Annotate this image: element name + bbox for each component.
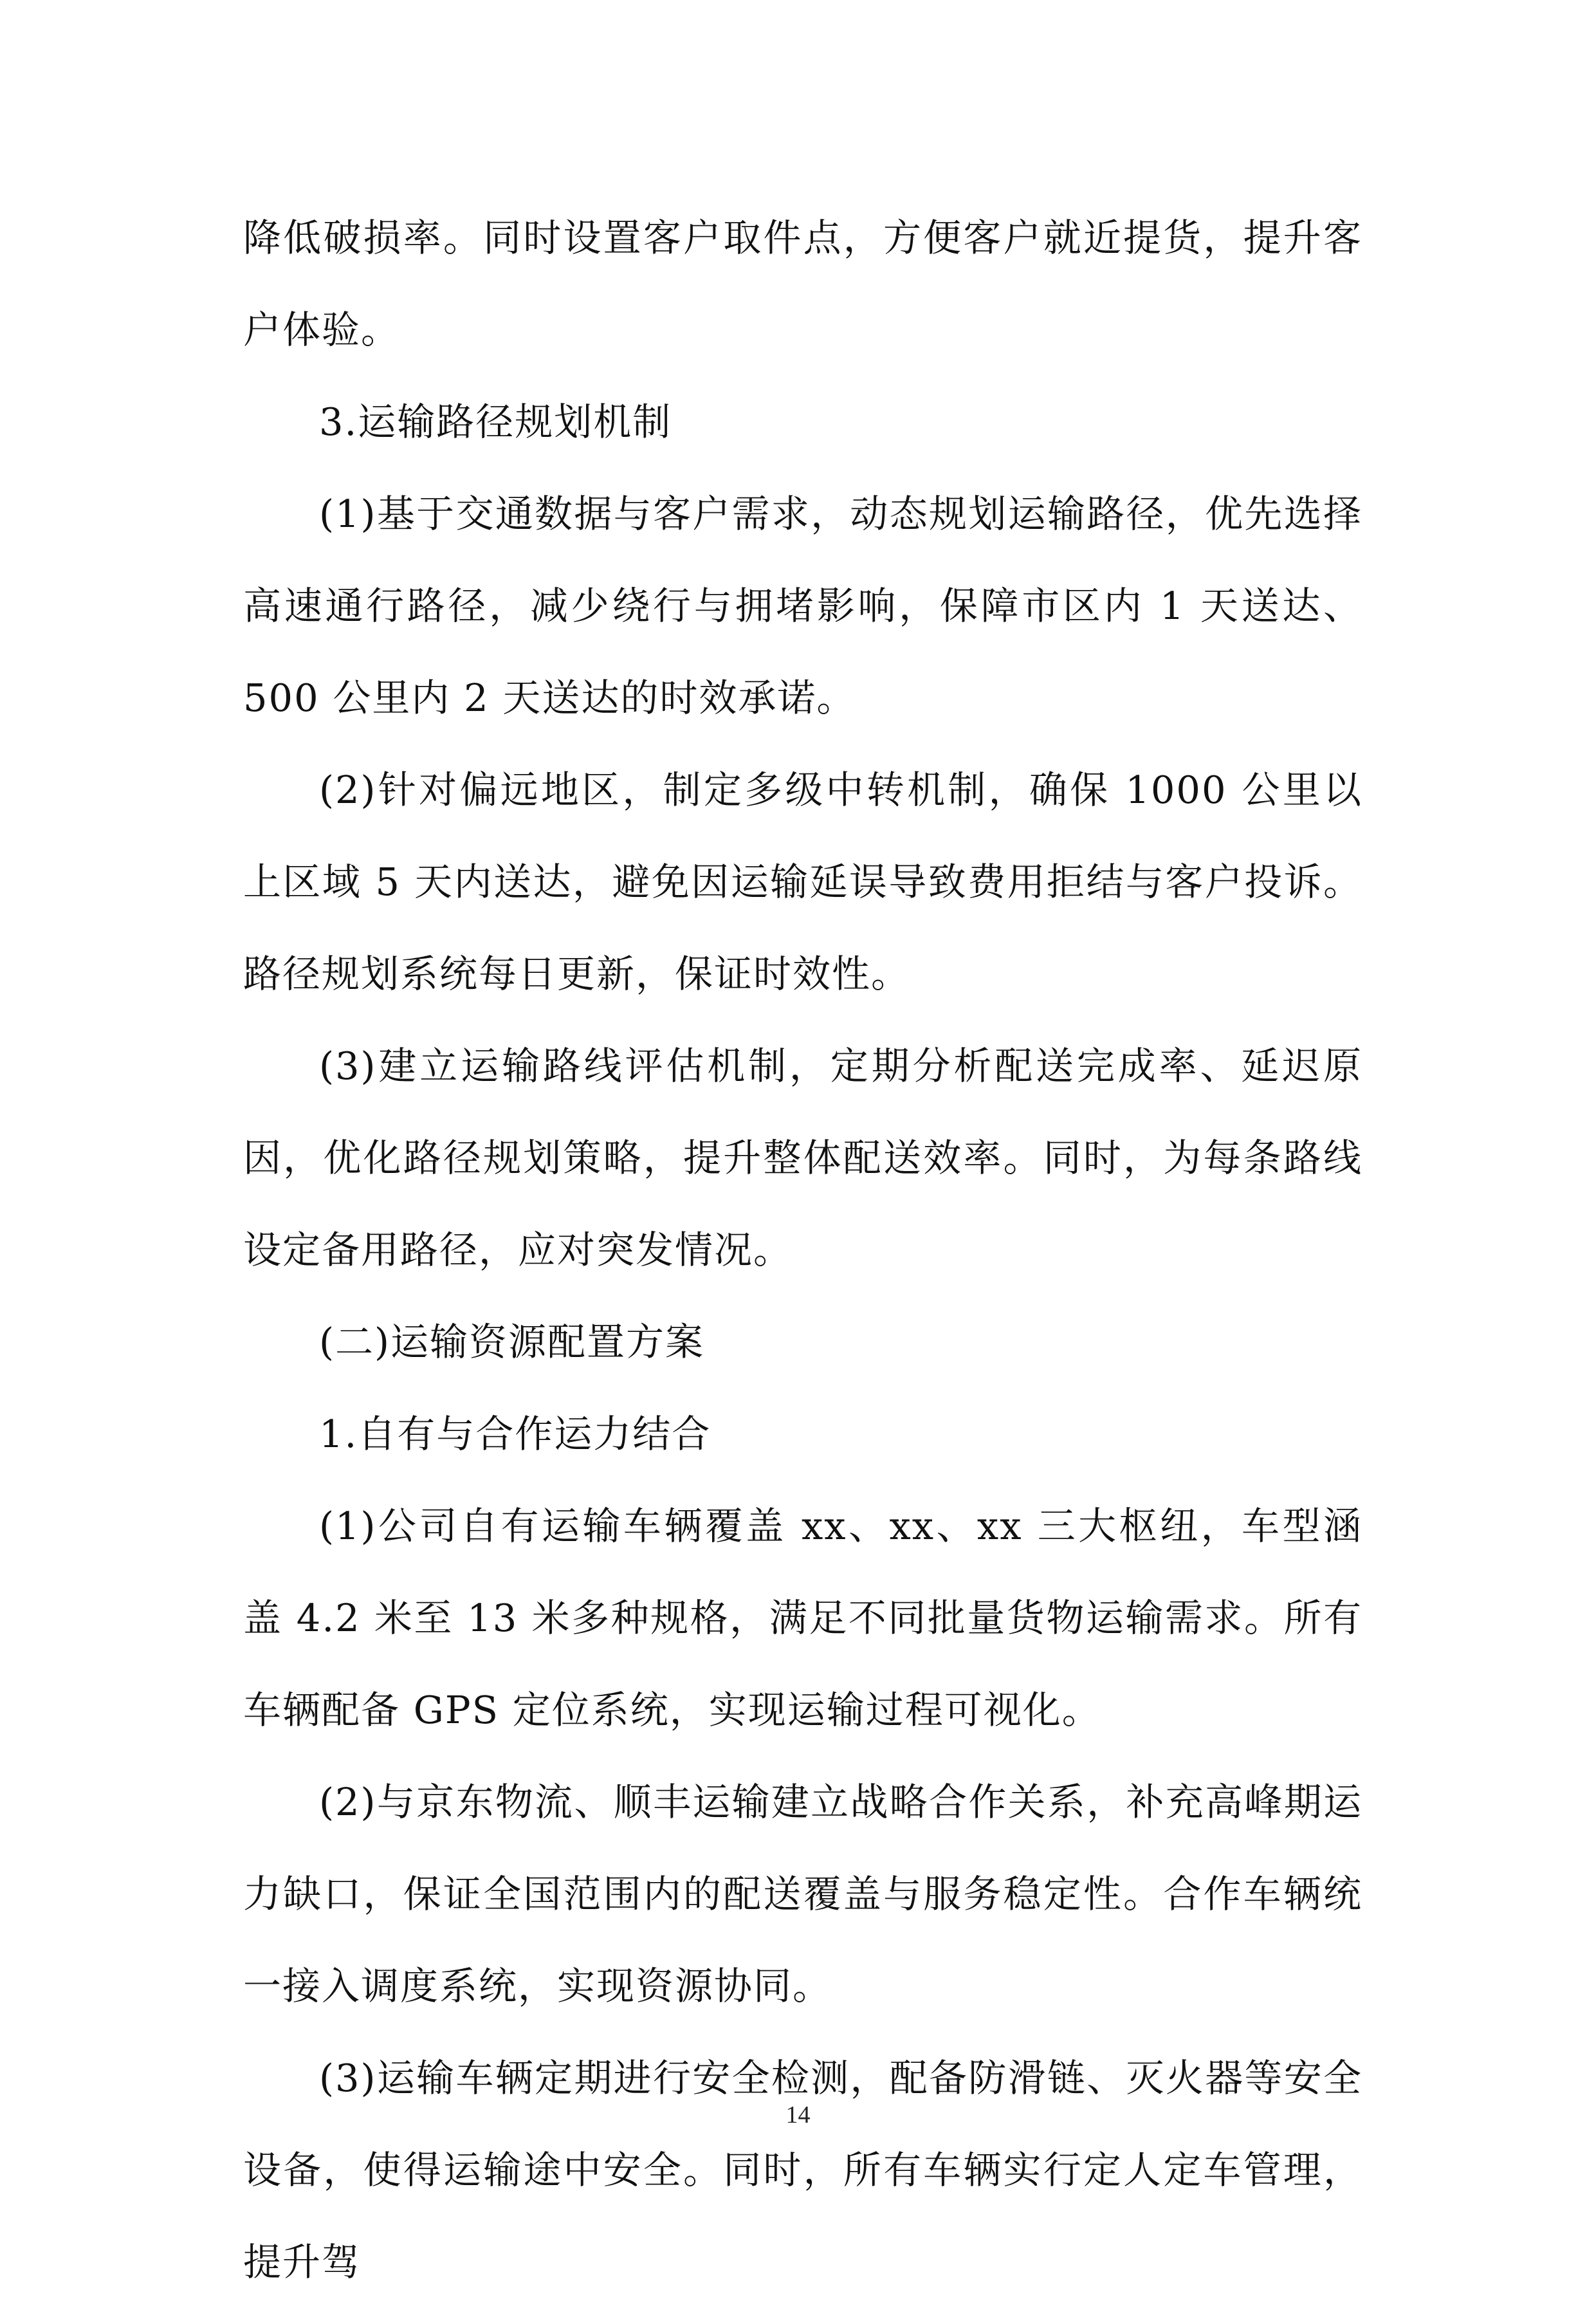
paragraph-continued: 降低破损率。同时设置客户取件点，方便客户就近提货，提升客户体验。 [243,216,1362,352]
document-body [243,192,1362,2308]
page-number: 14 [785,2101,811,2128]
subsection-heading-capacity: 1.自有与合作运力结合 [319,1412,711,1456]
paragraph-capacity-3: (3)运输车辆定期进行安全检测，配备防滑链、灭火器等安全设备，使得运输途中安全。同时，所有车辆实行定人定车管理，提升驾 [243,2056,1362,2284]
paragraph-route-2: (2)针对偏远地区，制定多级中转机制，确保 1000 公里以上区域 5 天内送达，避免因运输延误导致费用拒结与客户投诉。路径规划系统每日更新，保证时效性。 [243,768,1362,996]
paragraph-capacity-1: (1)公司自有运输车辆覆盖 xx、xx、xx 三大枢纽，车型涵盖 4.2 米至 13 米多种规格，满足不同批量货物运输需求。所有车辆配备 GPS 定位系统，实现运输过程可视化。 [243,1504,1362,1732]
section-heading-route-planning: 3.运输路径规划机制 [319,400,672,444]
paragraph-route-3: (3)建立运输路线评估机制，定期分析配送完成率、延迟原因，优化路径规划策略，提升整体配送效率。同时，为每条路线设定备用路径，应对突发情况。 [243,1044,1362,1272]
section-heading-resource-allocation: (二)运输资源配置方案 [319,1320,705,1364]
paragraph-route-1: (1)基于交通数据与客户需求，动态规划运输路径，优先选择高速通行路径，减少绕行与拥堵影响，保障市区内 1 天送达、500 公里内 2 天送达的时效承诺。 [243,492,1362,720]
paragraph-capacity-2: (2)与京东物流、顺丰运输建立战略合作关系，补充高峰期运力缺口，保证全国范围内的配送覆盖与服务稳定性。合作车辆统一接入调度系统，实现资源协同。 [243,1780,1362,2008]
